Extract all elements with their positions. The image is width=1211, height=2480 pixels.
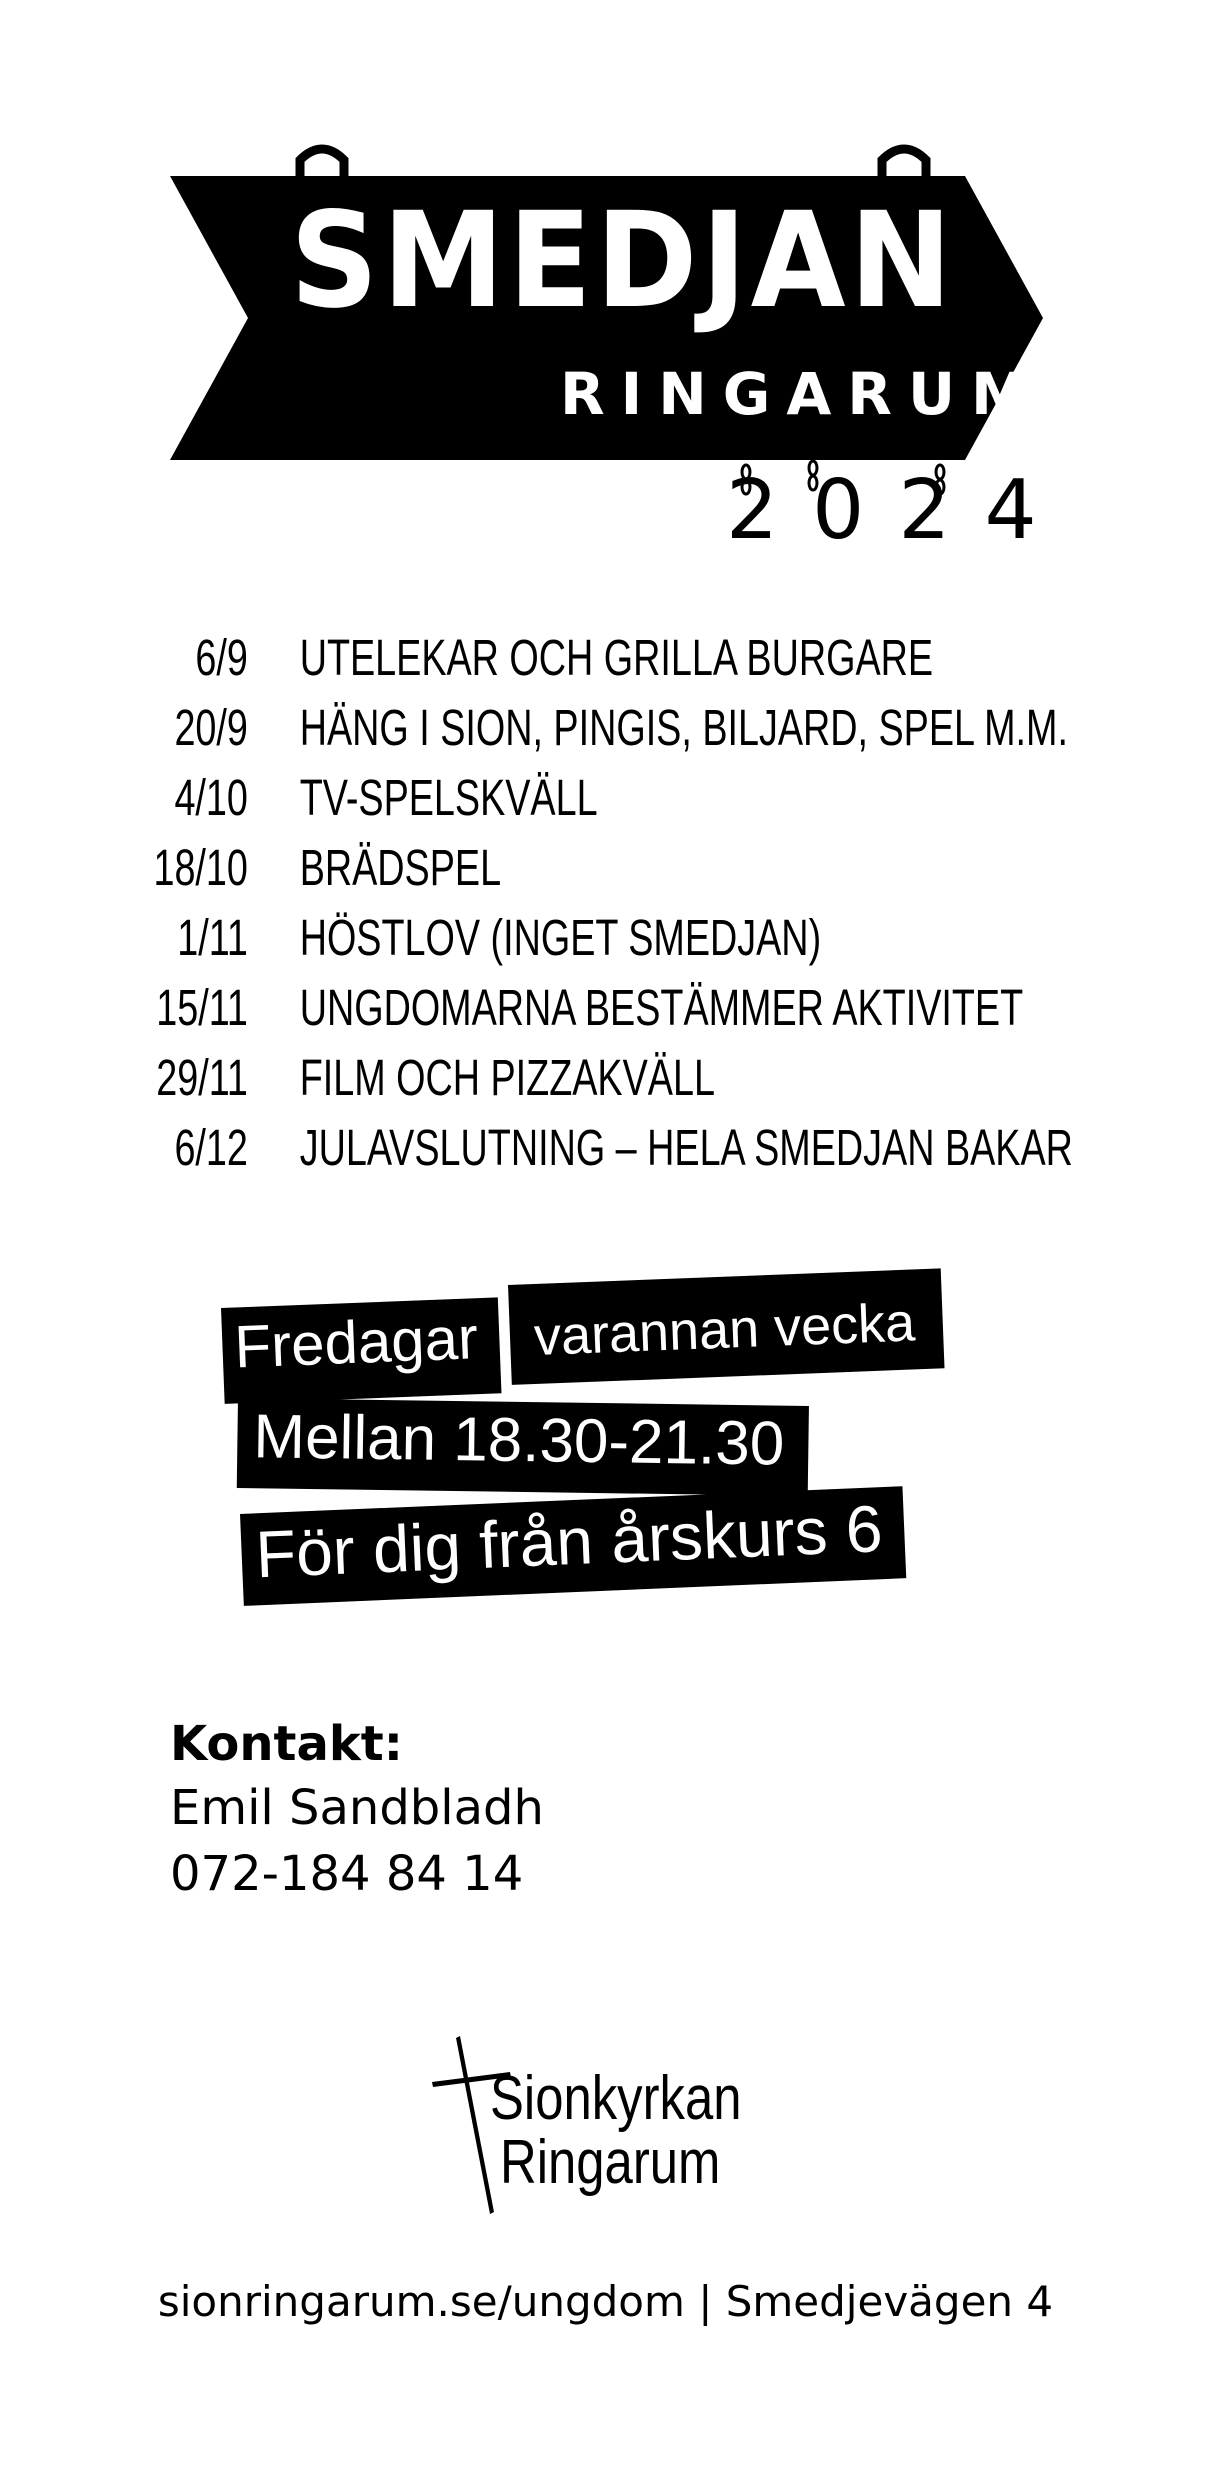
schedule-row (0, 698, 1068, 758)
footer-text: sionringarum.se/ungdom | Smedjevägen 4 (157, 2277, 1054, 2326)
schedule-activity: BRÄDSPEL (299, 839, 502, 896)
schedule-date: 6/12 (174, 1119, 248, 1176)
schedule-row (0, 1118, 1073, 1178)
schedule-activity: FILM OCH PIZZAKVÄLL (299, 1049, 715, 1106)
schedule-date: 4/10 (174, 769, 248, 826)
days-label: Fredagar (221, 1297, 502, 1404)
schedule-date: 18/10 (153, 839, 248, 896)
frequency-label: varannan vecka (508, 1268, 945, 1385)
contact-heading: Kontakt: (170, 1716, 403, 1772)
sign-title: SMEDJAN (290, 184, 956, 338)
schedule-activity: UTELEKAR OCH GRILLA BURGARE (299, 629, 934, 686)
schedule-row (0, 1048, 896, 1108)
schedule-row (0, 768, 896, 828)
schedule-date: 20/9 (174, 699, 248, 756)
time-label: Mellan 18.30-21.30 (237, 1398, 809, 1496)
year: 2024 (726, 463, 1071, 558)
schedule-activity: UNGDOMARNA BESTÄMMER AKTIVITET (299, 979, 1024, 1036)
schedule-row (0, 838, 896, 898)
schedule-activity: TV-SPELSKVÄLL (299, 769, 598, 826)
schedule-date: 15/11 (156, 979, 248, 1036)
audience-label: För dig från årskurs 6 (240, 1486, 907, 1606)
schedule-row (0, 908, 896, 968)
schedule-activity: HÖSTLOV (INGET SMEDJAN) (299, 909, 822, 966)
schedule-activity: HÄNG I SION, PINGIS, BILJARD, SPEL M.M. (299, 699, 1068, 756)
contact-phone: 072-184 84 14 (170, 1846, 524, 1902)
contact-name: Emil Sandbladh (170, 1780, 544, 1836)
sign-subtitle: RINGARUM (560, 360, 1045, 428)
schedule-row (0, 628, 934, 688)
schedule-row (0, 978, 1024, 1038)
schedule-date: 6/9 (195, 629, 248, 686)
schedule-activity: JULAVSLUTNING – HELA SMEDJAN BAKAR (299, 1119, 1073, 1176)
schedule-date: 1/11 (177, 909, 248, 966)
schedule-date: 29/11 (156, 1049, 248, 1106)
logo-line1: Sionkyrkan (490, 2064, 742, 2133)
logo-line2: Ringarum (500, 2128, 721, 2197)
